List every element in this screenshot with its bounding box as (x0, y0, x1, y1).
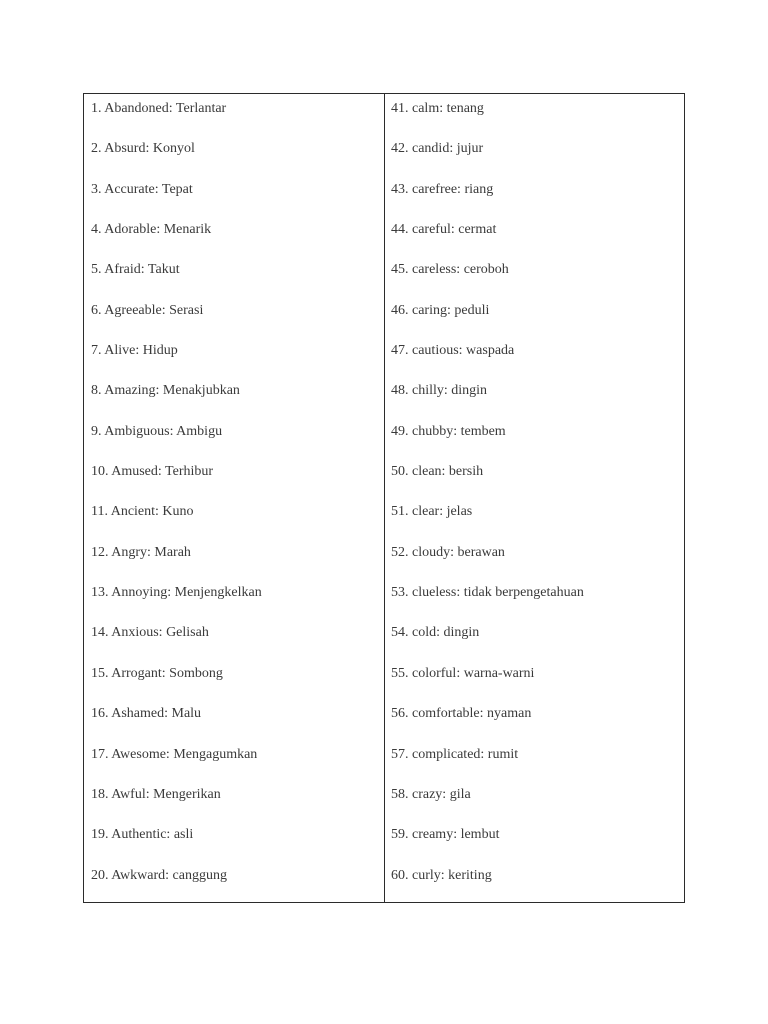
vocab-entry: 57. complicated: rumit (391, 746, 519, 762)
vocab-entry: 41. calm: tenang (391, 101, 484, 116)
vocab-entry: 19. Authentic: asli (91, 827, 194, 843)
vocab-entry: 58. crazy: gila (391, 786, 471, 802)
vocab-entry: 20. Awkward: canggung (91, 867, 227, 883)
vocab-entry: 12. Angry: Marah (91, 544, 191, 560)
vocab-entry: 16. Ashamed: Malu (91, 706, 202, 722)
vocab-entry: 44. careful: cermat (391, 222, 497, 238)
vocab-entry: 4. Adorable: Menarik (91, 222, 212, 238)
vocab-entry: 51. clear: jelas (391, 504, 473, 520)
vocabulary-table (83, 93, 685, 903)
vocab-entry: 42. candid: jujur (391, 141, 484, 157)
vocab-entry: 9. Ambiguous: Ambigu (91, 423, 223, 439)
vocab-entry: 15. Arrogant: Sombong (91, 665, 223, 681)
vocab-entry: 46. caring: peduli (391, 302, 490, 318)
vocab-entry: 54. cold: dingin (391, 625, 480, 641)
vocab-entry: 52. cloudy: berawan (391, 544, 505, 560)
vocab-entry: 10. Amused: Terhibur (91, 464, 214, 480)
vocab-entry: 8. Amazing: Menakjubkan (91, 383, 240, 399)
vocab-entry: 3. Accurate: Tepat (91, 181, 193, 197)
vocab-entry: 50. clean: bersih (391, 464, 484, 480)
vocab-entry: 47. cautious: waspada (391, 343, 515, 359)
vocab-entry: 43. carefree: riang (391, 181, 494, 197)
vocab-entry: 59. creamy: lembut (391, 827, 500, 843)
vocab-entry: 5. Afraid: Takut (91, 262, 180, 278)
left-column (84, 94, 385, 902)
vocab-entry: 1. Abandoned: Terlantar (91, 101, 227, 116)
vocab-entry: 18. Awful: Mengerikan (91, 786, 221, 802)
vocab-entry: 60. curly: keriting (391, 867, 492, 883)
vocab-entry: 2. Absurd: Konyol (91, 141, 195, 157)
vocab-entry: 7. Alive: Hidup (91, 343, 178, 359)
vocab-entry: 55. colorful: warna-warni (391, 665, 535, 681)
vocab-entry: 49. chubby: tembem (391, 423, 506, 439)
vocab-entry: 11. Ancient: Kuno (91, 504, 194, 520)
right-column (385, 94, 684, 902)
vocab-entry: 53. clueless: tidak berpengetahuan (391, 585, 584, 601)
vocab-entry: 14. Anxious: Gelisah (91, 625, 209, 641)
vocab-entry: 17. Awesome: Mengagumkan (91, 746, 258, 762)
vocab-entry: 6. Agreeable: Serasi (91, 302, 204, 318)
vocab-entry: 45. careless: ceroboh (391, 262, 509, 278)
vocab-entry: 56. comfortable: nyaman (391, 706, 532, 722)
vocab-entry: 48. chilly: dingin (391, 383, 488, 399)
vocab-entry: 13. Annoying: Menjengkelkan (91, 585, 262, 601)
